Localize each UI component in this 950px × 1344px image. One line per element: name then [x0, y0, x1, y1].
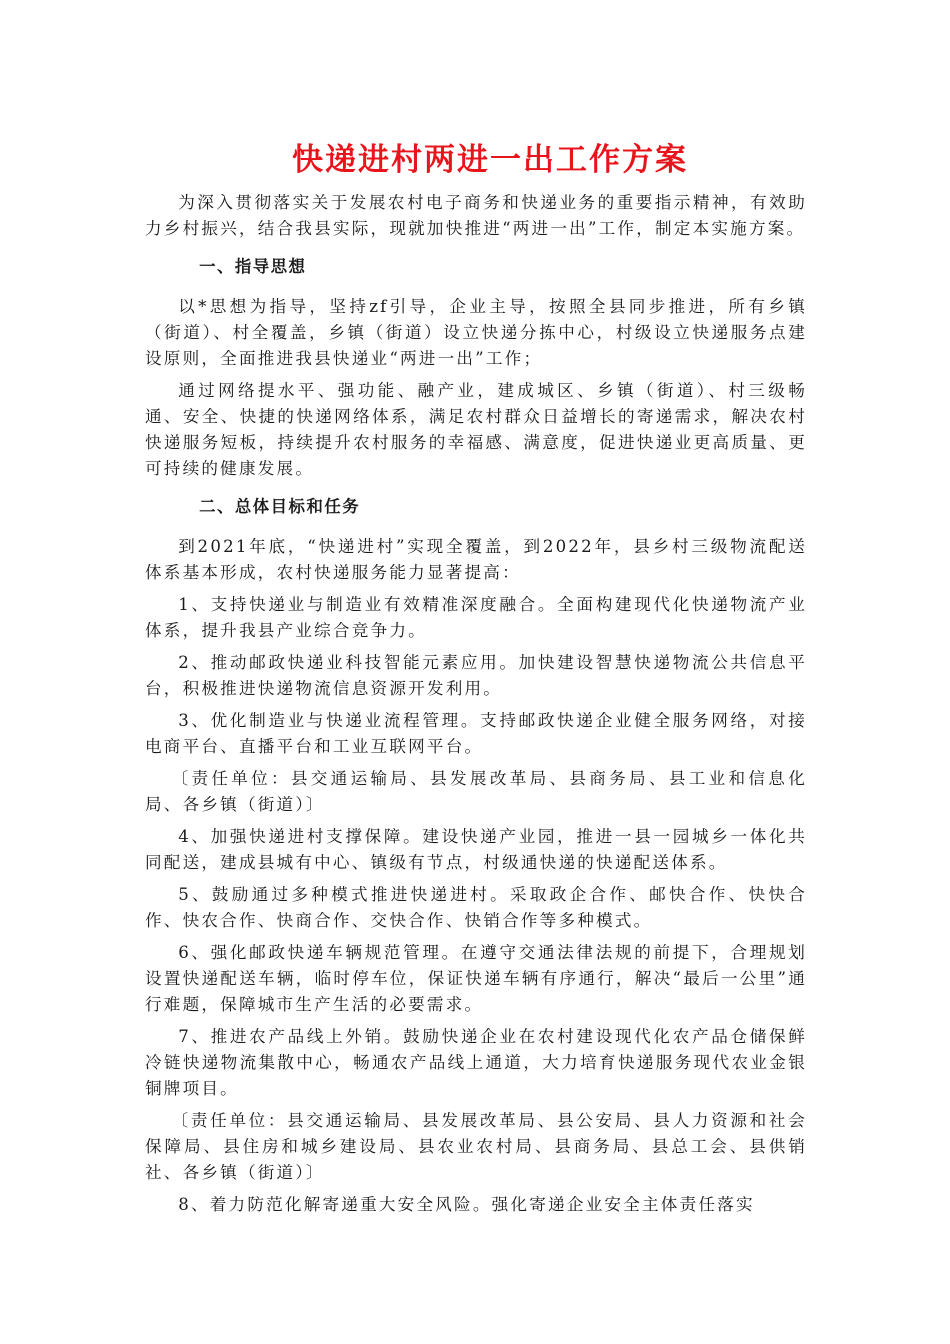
task-item: 5、鼓励通过多种模式推进快递进村。采取政企合作、邮快合作、快快合作、快农合作、快商合作、交快合作、快销合作等多种模式。	[145, 885, 807, 930]
document-title: 快递进村两进一出工作方案	[292, 142, 688, 178]
task-item: 2、推动邮政快递业科技智能元素应用。加快建设智慧快递物流公共信息平台，积极推进快递物流信息资源开发利用。	[145, 653, 807, 698]
task-item: 8、着力防范化解寄递重大安全风险。强化寄递企业安全主体责任落实	[178, 1195, 755, 1214]
section1-paragraph: 通过网络提水平、强功能、融产业，建成城区、乡镇（街道）、村三级畅通、安全、快捷的快递网络体系，满足农村群众日益增长的寄递需求，解决农村快递服务短板，持续提升农村服务的幸福感、满意度，促进快递业更高质量、更可持续的健康发展。	[145, 381, 807, 478]
responsible-units: 〔责任单位：县交通运输局、县发展改革局、县商务局、县工业和信息化局、各乡镇（街道）〕	[145, 769, 807, 814]
task-item: 1、支持快递业与制造业有效精准深度融合。全面构建现代化快递物流产业体系，提升我县产业综合竞争力。	[145, 595, 807, 640]
section1-paragraph: 以*思想为指导，坚持zf引导，企业主导，按照全县同步推进，所有乡镇（街道）、村全覆盖，乡镇（街道）设立快递分拣中心，村级设立快递服务点建设原则，全面推进我县快递业“两进一出”工作；	[145, 297, 807, 368]
section-heading-guiding-ideology: 一、指导思想	[199, 257, 307, 276]
section2-intro: 到2021年底，“快递进村”实现全覆盖，到2022年，县乡村三级物流配送体系基本形成，农村快递服务能力显著提高：	[145, 537, 807, 582]
task-item: 3、优化制造业与快递业流程管理。支持邮政快递企业健全服务网络，对接电商平台、直播平台和工业互联网平台。	[145, 711, 807, 756]
intro-paragraph: 为深入贯彻落实关于发展农村电子商务和快递业务的重要指示精神，有效助力乡村振兴，结合我县实际，现就加快推进“两进一出”工作，制定本实施方案。	[145, 193, 807, 238]
task-item: 7、推进农产品线上外销。鼓励快递企业在农村建设现代化农产品仓储保鲜冷链快递物流集散中心，畅通农产品线上通道，大力培育快递服务现代农业金银铜牌项目。	[145, 1027, 807, 1098]
task-item: 4、加强快递进村支撑保障。建设快递产业园，推进一县一园城乡一体化共同配送，建成县城有中心、镇级有节点，村级通快递的快递配送体系。	[145, 827, 807, 872]
section-heading-goals-tasks: 二、总体目标和任务	[199, 497, 361, 516]
task-item: 6、强化邮政快递车辆规范管理。在遵守交通法律法规的前提下，合理规划设置快递配送车辆，临时停车位，保证快递车辆有序通行，解决“最后一公里”通行难题，保障城市生产生活的必要需求。	[145, 943, 807, 1014]
document-page	[145, 138, 807, 1224]
responsible-units: 〔责任单位：县交通运输局、县发展改革局、县公安局、县人力资源和社会保障局、县住房和城乡建设局、县农业农村局、县商务局、县总工会、县供销社、各乡镇（街道）〕	[145, 1111, 807, 1182]
